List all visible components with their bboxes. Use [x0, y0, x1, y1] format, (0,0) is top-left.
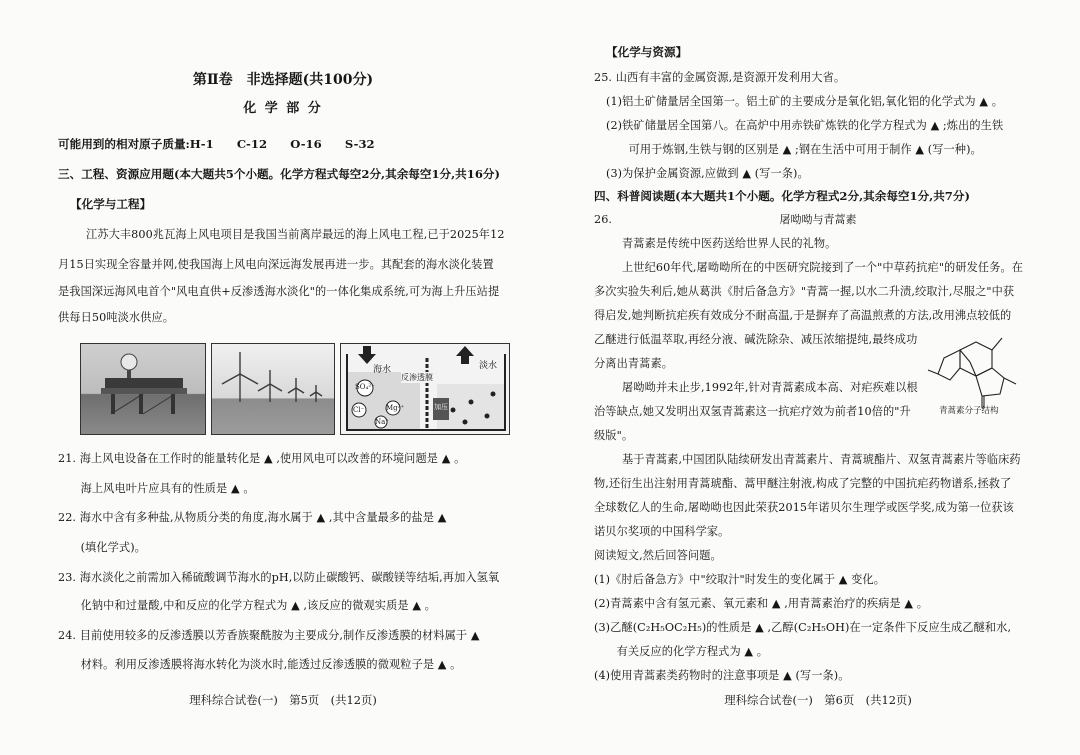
question-22: 22. 海水中含有多种盐,从物质分类的角度,海水属于 ▲ ,其中含量最多的盐是 ▲: [58, 511, 447, 524]
question-24: 24. 目前使用较多的反渗透膜以芳香族聚酰胺为主要成分,制作反渗透膜的材料属于 ▲: [58, 629, 480, 642]
left-page-footer: 理科综合试卷(一) 第5页 (共12页): [189, 693, 377, 707]
sodium-ion-label: Na⁺: [375, 418, 389, 426]
question-26-3: (3)乙醚(C₂H₅OC₂H₅)的性质是 ▲ ,乙醇(C₂H₅OH)在一定条件下反应生成乙醚和水,: [594, 621, 1012, 634]
intro-line: 是我国深远海风电首个"风电直供+反渗透海水淡化"的一体化集成系统,可为海上升压站提: [58, 285, 500, 298]
question-25-1: (1)铝土矿储量居全国第一。铝土矿的主要成分是氧化铝,氧化铝的化学式为 ▲ 。: [606, 95, 1004, 108]
right-page: [594, 0, 1042, 755]
question-23-cont: 化钠中和过量酸,中和反应的化学方程式为 ▲ ,该反应的微观实质是 ▲ 。: [58, 599, 436, 612]
question-24-cont: 材料。利用反渗透膜将海水转化为淡水时,能透过反渗透膜的微观粒子是 ▲ 。: [58, 658, 462, 671]
pressure-label: 加压: [434, 403, 448, 411]
reading-paragraph: 得启发,她判断抗疟疾有效成分不耐高温,于是摒弃了高温煎煮的方法,改用沸点较低的: [594, 309, 1012, 322]
question-26-3-cont: 有关反应的化学方程式为 ▲ 。: [594, 645, 769, 658]
reading-prompt: 阅读短文,然后回答问题。: [594, 549, 722, 562]
topic-chem-engineering: 【化学与工程】: [70, 197, 152, 211]
question-25-3: (3)为保护金属资源,应做到 ▲ (写一条)。: [606, 167, 809, 180]
reading-paragraph: 上世纪60年代,屠呦呦所在的中医研究院接到了一个"中草药抗疟"的研发任务。在: [622, 261, 1024, 274]
question-26-2: (2)青蒿素中含有氢元素、氧元素和 ▲ ,用青蒿素治疗的疾病是 ▲ 。: [594, 597, 929, 610]
reading-paragraph: 全球数亿人的生命,屠呦呦也因此荣获2015年诺贝尔生理学或医学奖,成为第一位获该: [594, 501, 1014, 514]
offshore-platform-photo: [80, 343, 206, 435]
part-title: 化 学 部 分: [243, 101, 323, 116]
question-25-2: (2)铁矿储量居全国第八。在高炉中用赤铁矿炼铁的化学方程式为 ▲ ;炼出的生铁: [606, 119, 1004, 132]
reading-paragraph: 物,还衍生出注射用青蒿琥酯、蒿甲醚注射液,构成了完整的中国抗疟药物谱系,拯救了: [594, 477, 1012, 490]
structure-caption: 青蒿素分子结构: [939, 406, 999, 416]
intro-line: 江苏大丰800兆瓦海上风电项目是我国当前离岸最远的海上风电工程,已于2025年12: [86, 228, 505, 241]
sulfate-ion-label: SO₄²⁻: [355, 383, 375, 391]
question-25-2-cont: 可用于炼钢,生铁与钢的区别是 ▲ ;钢在生活中可用于制作 ▲ (写一种)。: [606, 143, 982, 156]
wind-farm-photo: [211, 343, 335, 435]
question-26-number: 26.: [594, 213, 613, 226]
reading-paragraph: 屠呦呦并未止步,1992年,针对青蒿素成本高、对疟疾难以根: [622, 381, 918, 394]
question-23: 23. 海水淡化之前需加入稀硫酸调节海水的pH,以防止碳酸钙、碳酸镁等结垢,再加入氢氧: [58, 571, 500, 584]
intro-line: 月15日实现全容量并网,使我国海上风电向深远海发展再进一步。其配套的海水淡化装置: [58, 258, 494, 271]
question-26-1: (1)《肘后备急方》中"绞取汁"时发生的变化属于 ▲ 变化。: [594, 573, 885, 586]
reading-paragraph: 诺贝尔奖项的中国科学家。: [594, 525, 730, 538]
question-21: 21. 海上风电设备在工作时的能量转化是 ▲ ,使用风电可以改善的环境问题是 ▲ 。: [58, 452, 466, 465]
reading-paragraph: 多次实验失利后,她从葛洪《肘后备急方》"青蒿一握,以水二升渍,绞取汁,尽服之"中获: [594, 285, 1015, 298]
question-22-cont: (填化学式)。: [58, 541, 146, 554]
seawater-label: 海水: [373, 365, 392, 375]
reading-paragraph: 分离出青蒿素。: [594, 357, 674, 370]
question-26-4: (4)使用青蒿素类药物时的注意事项是 ▲ (写一条)。: [594, 669, 850, 682]
section-title: 第Ⅱ卷 非选择题(共100分): [192, 72, 374, 88]
reading-paragraph: 青蒿素是传统中医药送给世界人民的礼物。: [622, 237, 837, 250]
left-page: [58, 0, 508, 755]
freshwater-label: 淡水: [479, 361, 498, 371]
topic-chem-resources: 【化学与资源】: [606, 45, 688, 59]
magnesium-ion-label: Mg²⁺: [386, 404, 405, 412]
reading-paragraph: 基于青蒿素,中国团队陆续研发出青蒿素片、青蒿琥酯片、双氢青蒿素片等临床药: [622, 453, 1021, 466]
reading-paragraph: 治等缺点,她又发明出双氢青蒿素这一抗疟疗效为前者10倍的"升: [594, 405, 911, 418]
atomic-mass-line: 可能用到的相对原子质量:H-1 C-12 O-16 S-32: [58, 137, 375, 151]
reverse-osmosis-diagram: [340, 343, 510, 435]
chloride-ion-label: Cl⁻: [353, 406, 365, 414]
section4-header: 四、科普阅读题(本大题共1个小题。化学方程式2分,其余每空1分,共7分): [594, 189, 970, 203]
question-25: 25. 山西有丰富的金属资源,是资源开发利用大省。: [594, 71, 846, 84]
reading-paragraph: 级版"。: [594, 429, 634, 442]
reading-paragraph: 乙醚进行低温萃取,再经分液、碱洗除杂、减压浓缩提纯,最终成功: [594, 333, 918, 346]
intro-line: 供每日50吨淡水供应。: [58, 311, 175, 324]
section3-header: 三、工程、资源应用题(本大题共5个小题。化学方程式每空2分,其余每空1分,共16分): [58, 167, 500, 181]
membrane-label: 反渗透膜: [401, 373, 433, 382]
right-page-footer: 理科综合试卷(一) 第6页 (共12页): [724, 693, 912, 707]
question-21-cont: 海上风电叶片应具有的性质是 ▲ 。: [58, 482, 255, 495]
reading-title: 屠呦呦与青蒿素: [779, 213, 857, 226]
